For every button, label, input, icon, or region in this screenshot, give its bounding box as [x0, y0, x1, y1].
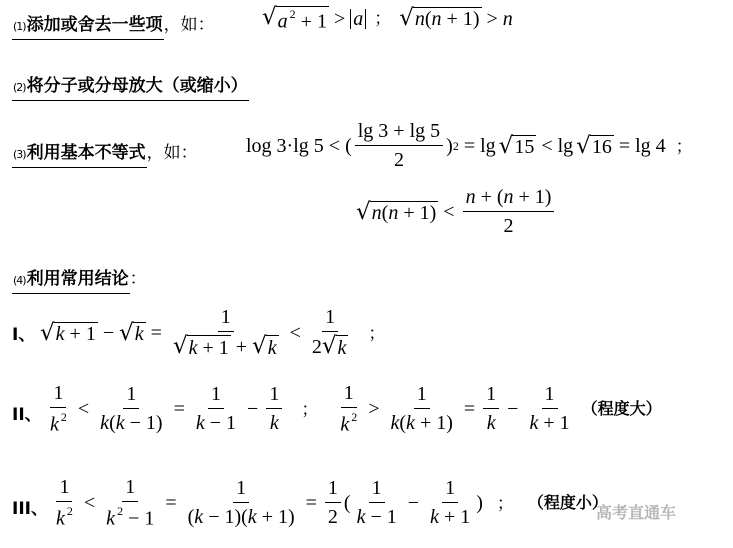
item-3-heading: (3)利用基本不等式: [12, 143, 147, 168]
item-2-line: [12, 76, 249, 101]
item-3-formula-1: log 3·lg 5 < ( $\frac{\lg 3 + \lg 5}{2}$ ) 2 = lg √ 15 < lg √ 16 = lg 4 ；: [246, 120, 693, 171]
conclusion-3-label: III、: [12, 499, 48, 519]
conclusion-3-formula: $\frac{1}{k ^2}$ < $\frac{1}{k ^2 - 1}$ = $\frac{1}{(k - 1)(k + 1)}$ = $\frac{1}{2}$ ( $\frac{1}{k - 1}$ − $\frac{1}{k + 1}$ ) ； （程度小）: [56, 476, 608, 530]
item-4-line: (4)利用常用结论：: [12, 264, 147, 294]
conclusion-1-label: I、: [12, 325, 36, 345]
conclusion-2-label: II、: [12, 405, 42, 425]
item-2-heading: (2)将分子或分母放大（或缩小）: [12, 76, 249, 101]
conclusion-2-formula: $\frac{1}{k ^2}$ < $\frac{1}{k(k - 1)}$ = $\frac{1}{k - 1}$ − $\frac{1}{k}$ ； $\frac{1}{k ^2}$ > $\frac{1}{k(k + 1)}$ = $\frac{1}{k}$ − $\frac{1}{k + 1}$ （程度大）: [50, 382, 662, 436]
item-3-line: (3)利用基本不等式，如：: [12, 138, 198, 168]
item-4-heading: (4)利用常用结论: [12, 269, 130, 294]
item-1-line: (1)添加或舍去一些项，如：: [12, 10, 215, 40]
watermark: 高考直通车: [596, 503, 677, 522]
conclusion-1-formula: √ k + 1 − √ k = 1 √ k + 1 + √ k < 1 2 √ k ；: [40, 306, 386, 359]
item-1-formula: √ a $^2$ + 1 > a ； √ n(n + 1) > n: [262, 4, 513, 33]
item-3-formula-2: √ n(n + 1) < $\frac{n + (n + 1)}{2}$: [356, 186, 557, 238]
item-1-heading: (1)添加或舍去一些项: [12, 15, 164, 40]
